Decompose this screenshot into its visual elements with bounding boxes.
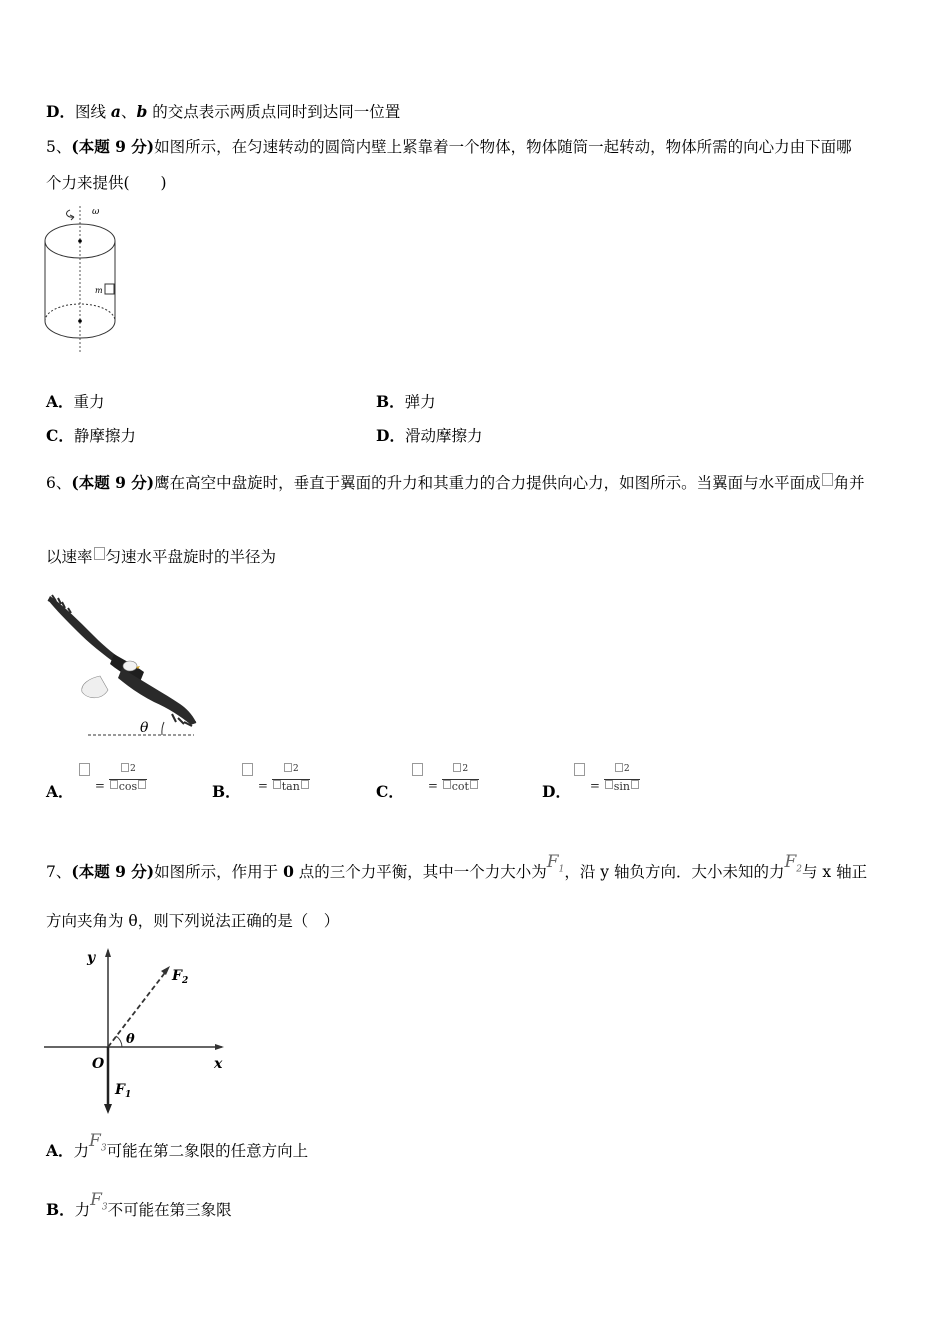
q7-option-a: A．力$F_3$可能在第二象限的任意方向上 bbox=[46, 1131, 309, 1160]
q6-option-d: D． bbox=[542, 782, 571, 801]
q6-option-a: A． bbox=[46, 782, 74, 801]
omega-label: ω bbox=[92, 207, 100, 217]
theta-placeholder bbox=[822, 473, 833, 486]
eagle-head bbox=[123, 661, 137, 671]
q6-option-c: C． bbox=[376, 782, 404, 801]
y-axis-label: y bbox=[87, 950, 96, 966]
q6-stem-line1: 6、(本题 9 分)鹰在高空中盘旋时，垂直于翼面的升力和其重力的合力提供向心力，如图所示。当翼面与水平面成 角并 bbox=[46, 473, 865, 492]
x-axis-label: x bbox=[214, 1056, 223, 1072]
q6-option-b: B． bbox=[212, 782, 241, 801]
q7-stem-line1: 7、(本题 9 分)如图所示，作用于 0 点的三个力平衡，其中一个力大小为$F_1$，沿 y 轴负方向．大小未知的力$F_2$与 x 轴正 bbox=[46, 852, 868, 881]
mass-block bbox=[105, 284, 114, 294]
q6-formula-b: = $\frac{^2}{\tan}$ bbox=[241, 763, 310, 793]
f2-arrow bbox=[108, 970, 167, 1047]
eagle-tail bbox=[82, 676, 108, 698]
q5-option-a: A．重力 bbox=[46, 392, 105, 411]
q7-option-b: B．力$F_3$不可能在第三象限 bbox=[46, 1190, 232, 1219]
q6-formula-c: = $\frac{^2}{\cot}$ bbox=[411, 763, 479, 793]
q4-option-d: D．图线 a、b 的交点表示两质点同时到达同一位置 bbox=[46, 102, 401, 121]
v-placeholder bbox=[94, 547, 105, 560]
f3-symbol: $F_3$ bbox=[89, 1131, 107, 1154]
q6-stem-line2: 以速率 匀速水平盘旋时的半径为 bbox=[46, 548, 277, 566]
q5-option-c: C．静摩擦力 bbox=[46, 426, 136, 445]
q5-option-d: D．滑动摩擦力 bbox=[376, 426, 483, 445]
q7-stem-line2: 方向夹角为 θ，则下列说法正确的是（ ） bbox=[46, 912, 340, 930]
f3-symbol: $F_3$ bbox=[90, 1190, 108, 1213]
q5-option-b: B．弹力 bbox=[376, 392, 436, 411]
theta-label: θ bbox=[140, 720, 149, 736]
f1-symbol: $F_1$ bbox=[546, 852, 565, 875]
origin-label: O bbox=[92, 1056, 105, 1072]
eagle-figure bbox=[44, 592, 204, 740]
f1-label: $F_1$ bbox=[115, 1082, 132, 1100]
f2-symbol: $F_2$ bbox=[784, 852, 802, 875]
q5-stem-line1: 5、(本题 9 分)如图所示，在匀速转动的圆筒内壁上紧靠着一个物体，物体随筒一起转动，物体所需的向心力由下面哪 bbox=[46, 137, 852, 156]
theta-angle-label: θ bbox=[126, 1032, 135, 1047]
q5-stem-line2: 个力来提供( ) bbox=[46, 174, 167, 192]
q6-formula-a: = $\frac{^2}{\cos}$ bbox=[78, 763, 147, 793]
mass-label: m bbox=[95, 286, 103, 295]
force-diagram bbox=[42, 944, 237, 1116]
eagle-right-wing bbox=[118, 668, 196, 724]
f2-label: $F_2$ bbox=[172, 968, 189, 986]
cylinder-figure bbox=[40, 202, 130, 360]
q6-formula-d: = $\frac{^2}{\sin}$ bbox=[573, 763, 640, 793]
